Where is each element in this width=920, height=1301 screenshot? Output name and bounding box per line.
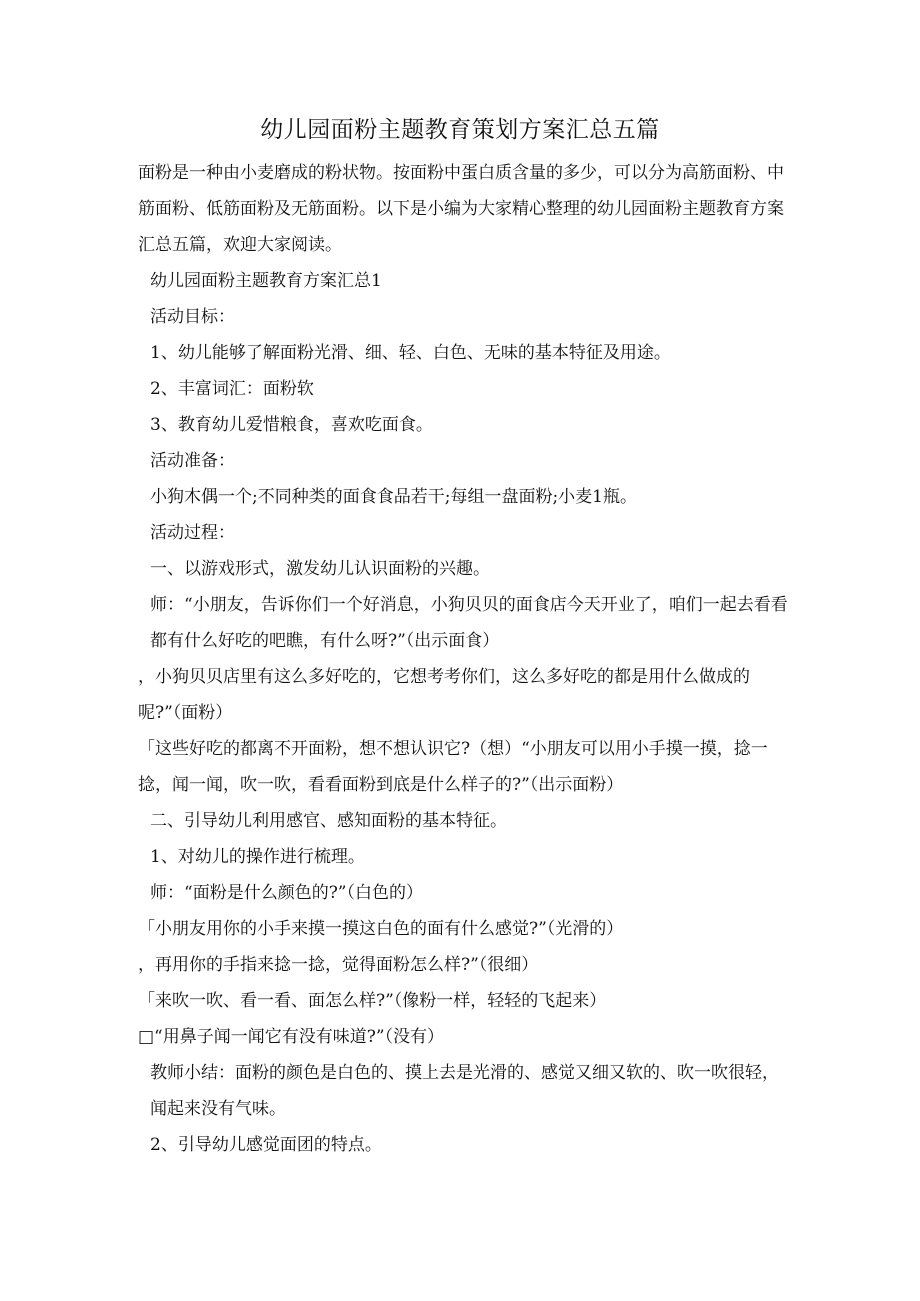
- paragraph: 活动过程：: [150, 523, 235, 543]
- paragraph: 「来吹一吹、看一看、面怎么样?”（像粉一样，轻轻的飞起来）: [138, 991, 607, 1011]
- paragraph: 3、教育幼儿爱惜粮食，喜欢吃面食。: [150, 415, 433, 435]
- paragraph: 师：“小朋友，告诉你们一个好消息，小狗贝贝的面食店今天开业了，咱们一起去看看都有什么好吃的吧瞧，有什么呀?”（出示面食）: [150, 595, 788, 651]
- document-body: [138, 155, 788, 1163]
- paragraph: 「这些好吃的都离不开面粉，想不想认识它?（想）“小朋友可以用小手摸一摸，捻一捻，闻一闻，吹一吹，看看面粉到底是什么样子的?”（出示面粉）: [138, 739, 768, 795]
- paragraph: 1、幼儿能够了解面粉光滑、细、轻、白色、无味的基本特征及用途。: [150, 343, 671, 363]
- paragraph: 2、丰富词汇：面粉软: [150, 379, 314, 399]
- section-heading: 幼儿园面粉主题教育方案汇总1: [150, 271, 382, 291]
- paragraph: 「小朋友用你的小手来摸一摸这白色的面有什么感觉?”（光滑的）: [138, 919, 624, 939]
- paragraph: ，小狗贝贝店里有这么多好吃的，它想考考你们，这么多好吃的都是用什么做成的呢?”（面粉）: [138, 667, 750, 723]
- paragraph: 2、引导幼儿感觉面团的特点。: [150, 1135, 382, 1155]
- paragraph: 活动目标：: [150, 307, 235, 327]
- paragraph-intro: 面粉是一种由小麦磨成的粉状物。按面粉中蛋白质含量的多少，可以分为高筋面粉、中筋面粉、低筋面粉及无筋面粉。以下是小编为大家精心整理的幼儿园面粉主题教育方案汇总五篇，欢迎大家阅读。: [138, 163, 784, 255]
- paragraph: 二、引导幼儿利用感官、感知面粉的基本特征。: [150, 811, 507, 831]
- paragraph: 教师小结：面粉的颜色是白色的、摸上去是光滑的、感觉又细又软的、吹一吹很轻，闻起来没有气味。: [150, 1063, 779, 1119]
- paragraph: ，再用你的手指来捻一捻，觉得面粉怎么样?”（很细）: [138, 955, 539, 975]
- paragraph: 活动准备：: [150, 451, 235, 471]
- paragraph: 一、以游戏形式，激发幼儿认识面粉的兴趣。: [150, 559, 490, 579]
- paragraph: 小狗木偶一个;不同种类的面食食品若干;每组一盘面粉;小麦1瓶。: [150, 487, 637, 507]
- document-title: 幼儿园面粉主题教育策划方案汇总五篇: [260, 117, 660, 143]
- paragraph: □“用鼻子闻一闻它有没有味道?”（没有）: [138, 1027, 445, 1047]
- paragraph: 1、对幼儿的操作进行梳理。: [150, 847, 365, 867]
- paragraph: 师：“面粉是什么颜色的?”（白色的）: [150, 883, 423, 903]
